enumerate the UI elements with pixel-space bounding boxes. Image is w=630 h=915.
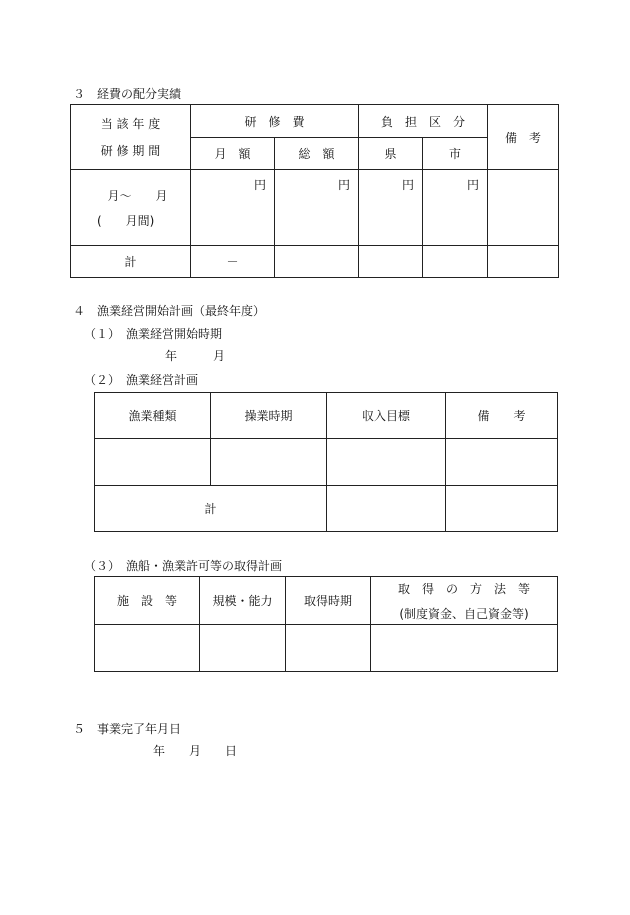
city-header: 市 [423, 138, 488, 170]
facility-header: 施 設 等 [95, 577, 200, 625]
acquisition-period-cell [286, 625, 371, 672]
total-remarks-cell [446, 486, 558, 532]
section4-heading: ４ 漁業経営開始計画（最終年度） [73, 304, 266, 318]
year-label: 当 該 年 度 [100, 117, 161, 131]
total-income-cell [327, 486, 446, 532]
monthly-amount-header: 月 額 [191, 138, 275, 170]
total-remarks-cell [488, 246, 559, 278]
remarks-cell [446, 439, 558, 486]
month-range: 月～ 月 [107, 188, 168, 203]
total-amount-header: 総 額 [275, 138, 359, 170]
total-prefecture-cell [359, 246, 423, 278]
monthly-amount-cell: 円 [191, 170, 275, 246]
remarks-header: 備 考 [446, 393, 558, 439]
section3-heading: ３ 経費の配分実績 [73, 87, 182, 101]
operation-period-cell [211, 439, 327, 486]
acquisition-plan-table [94, 576, 558, 672]
facility-cell [95, 625, 200, 672]
prefecture-header: 県 [359, 138, 423, 170]
section4-sub2-heading: （２） 漁業経営計画 [84, 373, 199, 387]
acquisition-period-header: 取得時期 [286, 577, 371, 625]
remarks-header: 備 考 [488, 105, 559, 170]
scale-capacity-cell [200, 625, 286, 672]
period-cell [71, 170, 191, 246]
training-cost-header: 研 修 費 [191, 105, 359, 138]
prefecture-amount-cell: 円 [359, 170, 423, 246]
acquisition-method-cell [371, 625, 558, 672]
section5-date: 年 月 日 [153, 744, 238, 758]
section4-sub1-heading: （１） 漁業経営開始時期 [84, 327, 223, 341]
acquisition-method-label: 取 得 の 方 法 等 [397, 581, 530, 596]
section4-sub3-heading: （３） 漁船・漁業許可等の取得計画 [84, 559, 283, 573]
income-target-cell [327, 439, 446, 486]
year-period-header-cell [71, 105, 191, 170]
total-city-cell [423, 246, 488, 278]
fishery-type-cell [95, 439, 211, 486]
expense-allocation-table [70, 104, 559, 278]
section4-sub1-date: 年 月 [165, 349, 226, 363]
scale-capacity-header: 規模・能力 [200, 577, 286, 625]
burden-division-header: 負 担 区 分 [359, 105, 488, 138]
operation-period-header: 操業時期 [211, 393, 327, 439]
months-count: ( 月間) [97, 213, 155, 228]
total-label-cell: 計 [95, 486, 327, 532]
income-target-header: 収入目標 [327, 393, 446, 439]
fishery-plan-table [94, 392, 558, 532]
method-note: (制度資金、自己資金等) [399, 606, 529, 621]
total-amount-cell: 円 [275, 170, 359, 246]
total-amount-sum-cell [275, 246, 359, 278]
acquisition-method-header-cell [371, 577, 558, 625]
total-monthly-dash: － [191, 246, 275, 278]
total-label-cell: 計 [71, 246, 191, 278]
fishery-type-header: 漁業種類 [95, 393, 211, 439]
remarks-cell [488, 170, 559, 246]
city-amount-cell: 円 [423, 170, 488, 246]
period-label: 研 修 期 間 [100, 144, 161, 158]
section5-heading: ５ 事業完了年月日 [73, 722, 182, 736]
